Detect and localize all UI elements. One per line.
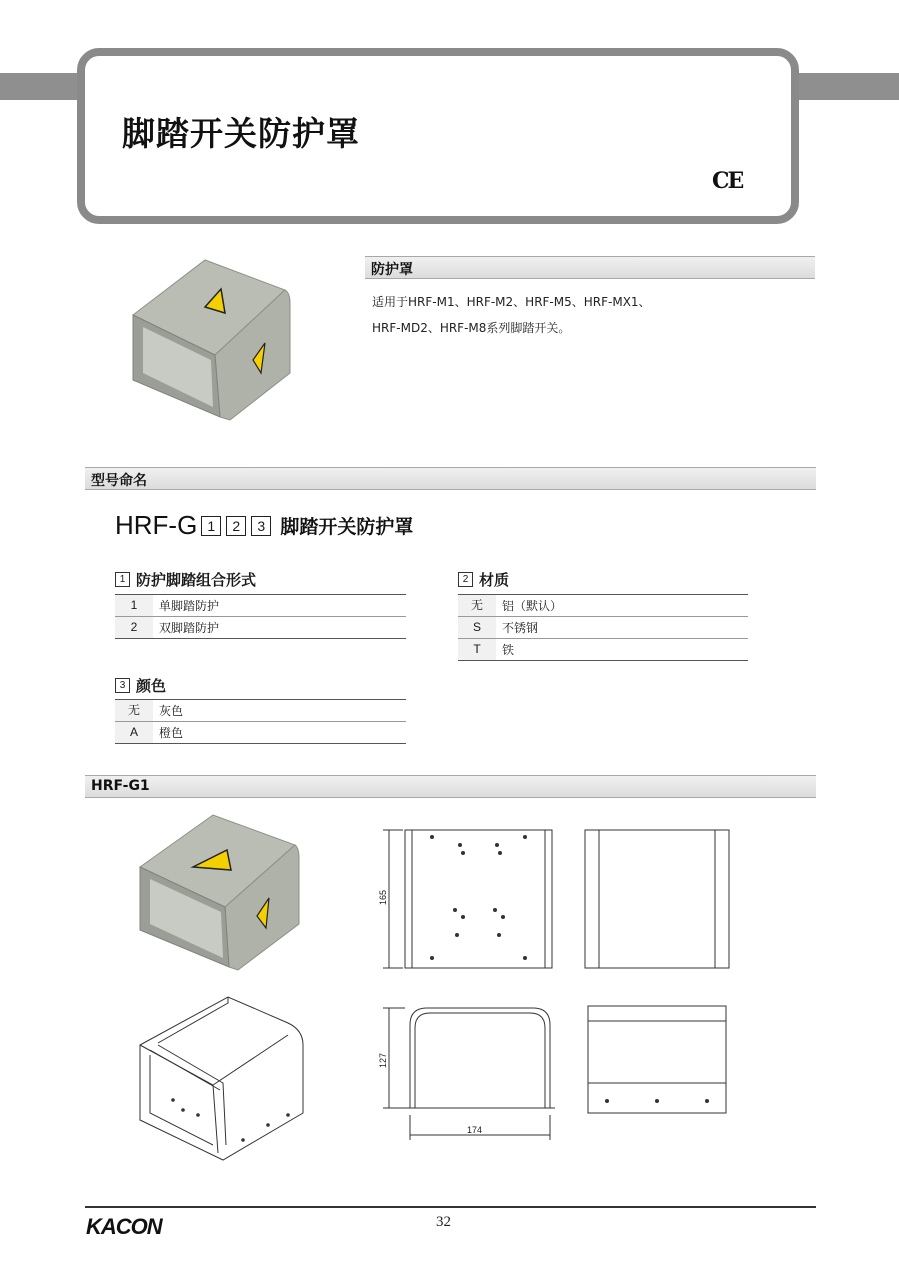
brand-logo: KACON (86, 1214, 162, 1239)
model-box-1: 1 (201, 516, 221, 536)
table-row (115, 700, 406, 722)
section-title-naming: 型号命名 (91, 473, 147, 489)
model-name: 脚踏开关防护罩 (280, 516, 414, 538)
ce-mark: CE (712, 168, 743, 194)
table-row (458, 617, 748, 639)
option1-label: 防护脚踏组合形式 (136, 571, 257, 589)
product-description-line1: 适用于HRF-M1、HRF-M2、HRF-M5、HRF-MX1、 (372, 295, 651, 309)
option-code: 无 (115, 700, 153, 721)
option2-number: 2 (458, 572, 473, 587)
option1-title (115, 569, 256, 590)
product-description-line2: HRF-MD2、HRF-M8系列脚踏开关。 (372, 321, 571, 335)
section-title-drawing: HRF-G1 (91, 778, 150, 794)
option-code: T (458, 639, 496, 660)
option2-title (458, 569, 509, 590)
table-row (458, 639, 748, 661)
option3-number: 3 (115, 678, 130, 693)
model-box-3: 3 (251, 516, 271, 536)
option-value: 不锈钢 (502, 621, 539, 635)
option-code: S (458, 617, 496, 638)
option2-table (458, 594, 748, 661)
dim-side-height-label: 127 (378, 1052, 388, 1068)
section-bar-product (365, 256, 815, 279)
footer-divider (85, 1206, 816, 1208)
option-code: 2 (115, 617, 153, 638)
bottom-view-drawing (585, 1003, 730, 1118)
product-photo (125, 255, 295, 425)
wireframe-drawing (128, 995, 308, 1165)
header-band-left (0, 73, 80, 100)
dim-height-label: 165 (378, 889, 388, 905)
dim-width-label: 174 (467, 1125, 483, 1135)
option-value: 铝（默认） (502, 599, 563, 613)
option3-title (115, 675, 166, 696)
header-band-right (790, 73, 899, 100)
option3-label: 颜色 (136, 677, 167, 695)
option3-table (115, 699, 406, 744)
option2-label: 材质 (479, 571, 510, 589)
option-value: 单脚踏防护 (159, 599, 220, 613)
model-prefix: HRF-G (115, 510, 198, 540)
front-view-drawing (375, 1000, 560, 1150)
page-title: 脚踏开关防护罩 (122, 114, 360, 153)
table-row (115, 617, 406, 639)
side-view-drawing (582, 825, 732, 975)
option-code: 无 (458, 595, 496, 616)
section-bar-drawing (85, 775, 816, 798)
option-code: 1 (115, 595, 153, 616)
model-code (115, 510, 413, 541)
option-value: 橙色 (159, 726, 184, 740)
page-number: 32 (436, 1214, 451, 1230)
option1-number: 1 (115, 572, 130, 587)
section-title-product: 防护罩 (371, 262, 413, 278)
table-row (115, 722, 406, 744)
top-view-drawing (375, 825, 560, 975)
option1-table (115, 594, 406, 639)
model-box-2: 2 (226, 516, 246, 536)
table-row (458, 595, 748, 617)
option-value: 铁 (502, 643, 515, 657)
option-value: 双脚踏防护 (159, 621, 220, 635)
product-photo-2 (135, 812, 300, 972)
table-row (115, 595, 406, 617)
option-code: A (115, 722, 153, 743)
section-bar-naming (85, 467, 816, 490)
option-value: 灰色 (159, 704, 184, 718)
